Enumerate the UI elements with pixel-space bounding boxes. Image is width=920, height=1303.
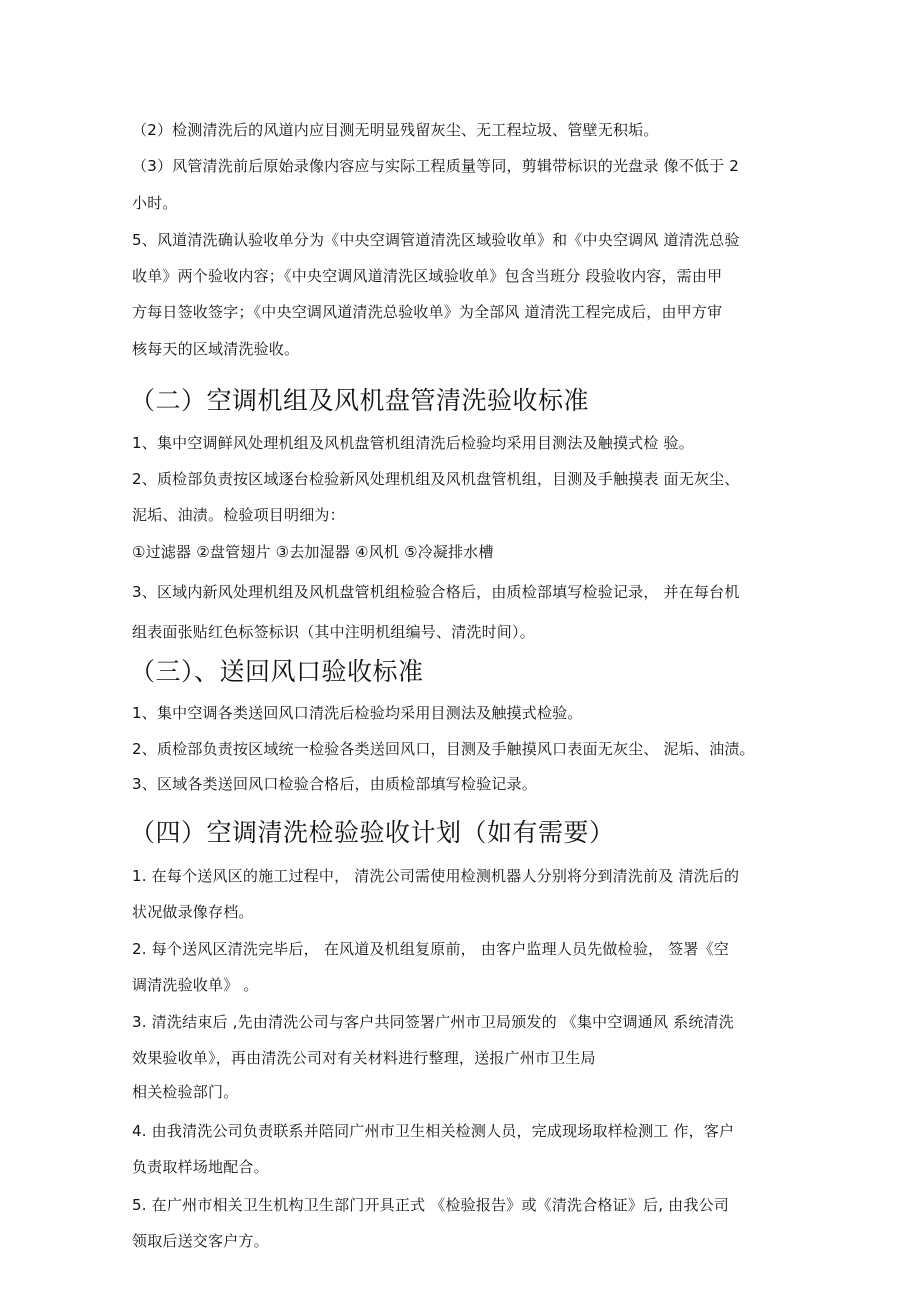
paragraph-line: （2）检测清洗后的风道内应目测无明显残留灰尘、无工程垃圾、管壁无积垢。 [132, 121, 659, 139]
paragraph-line: 5. 在广州市相关卫生机构卫生部门开具正式 《检验报告》或《清洗合格证》后, 由我公司 [132, 1196, 729, 1214]
paragraph-line: 2. 每个送风区清洗完毕后， 在风道及机组复原前， 由客户监理人员先做检验， 签署《空 [132, 940, 729, 958]
paragraph-line: 4. 由我清洗公司负责联系并陪同广州市卫生相关检测人员，完成现场取样检测工 作，客户 [132, 1122, 735, 1140]
paragraph-line: 3、区域各类送回风口检验合格后，由质检部填写检验记录。 [132, 775, 537, 793]
paragraph-line: 5、风道清洗确认验收单分为《中央空调管道清洗区域验收单》和《中央空调风 道清洗总验 [132, 231, 740, 249]
paragraph-line: （3）风管清洗前后原始录像内容应与实际工程质量等同，剪辑带标识的光盘录 像不低于 2 [132, 157, 740, 175]
paragraph-line: 1、集中空调鲜风处理机组及风机盘管机组清洗后检验均采用目测法及触摸式检 验。 [132, 434, 694, 452]
section-heading-4: （四）空调清洗检验验收计划（如有需要） [130, 818, 615, 847]
paragraph-line: 调清洗验收单》 。 [132, 976, 259, 994]
paragraph-line: 3. 清洗结束后 ,先由清洗公司与客户共同签署广州市卫局颁发的 《集中空调通风 系统清洗 [132, 1013, 734, 1031]
paragraph-line: 泥垢、油渍。检验项目明细为： [132, 506, 345, 524]
paragraph-line: 2、质检部负责按区域逐台检验新风处理机组及风机盘管机组，目测及手触摸表 面无灰尘、 [132, 470, 740, 488]
paragraph-line: 1. 在每个送风区的施工过程中， 清洗公司需使用检测机器人分别将分到清洗前及 清洗后的 [132, 867, 740, 885]
paragraph-line: 领取后送交客户方。 [132, 1232, 269, 1250]
paragraph-line: 1、集中空调各类送回风口清洗后检验均采用目测法及触摸式检验。 [132, 704, 583, 722]
paragraph-line: 负责取样场地配合。 [132, 1158, 269, 1176]
paragraph-line: 小时。 [132, 194, 178, 212]
section-heading-3: （三）、送回风口验收标准 [130, 657, 424, 686]
paragraph-line: 收单》两个验收内容；《中央空调风道清洗区域验收单》包含当班分 段验收内容，需由甲 [132, 267, 723, 285]
paragraph-line: 核每天的区域清洗验收。 [132, 340, 300, 358]
inspection-items-line: ①过滤器 ②盘管翅片 ③去加湿器 ④风机 ⑤冷凝排水槽 [132, 543, 494, 561]
section-heading-2: （二）空调机组及风机盘管清洗验收标准 [130, 386, 590, 415]
paragraph-line: 组表面张贴红色标签标识（其中注明机组编号、清洗时间）。 [132, 623, 535, 641]
paragraph-line: 相关检验部门。 [132, 1083, 239, 1101]
paragraph-line: 3、区域内新风处理机组及风机盘管机组检验合格后，由质检部填写检验记录， 并在每台机 [132, 583, 740, 601]
paragraph-line: 状况做录像存档。 [132, 903, 254, 921]
paragraph-line: 2、质检部负责按区域统一检验各类送回风口，目测及手触摸风口表面无灰尘、 泥垢、油渍。 [132, 740, 755, 758]
paragraph-line: 效果验收单》，再由清洗公司对有关材料进行整理，送报广州市卫生局 [132, 1049, 596, 1067]
paragraph-line: 方每日签收签字；《中央空调风道清洗总验收单》为全部风 道清洗工程完成后，由甲方审 [132, 303, 723, 321]
